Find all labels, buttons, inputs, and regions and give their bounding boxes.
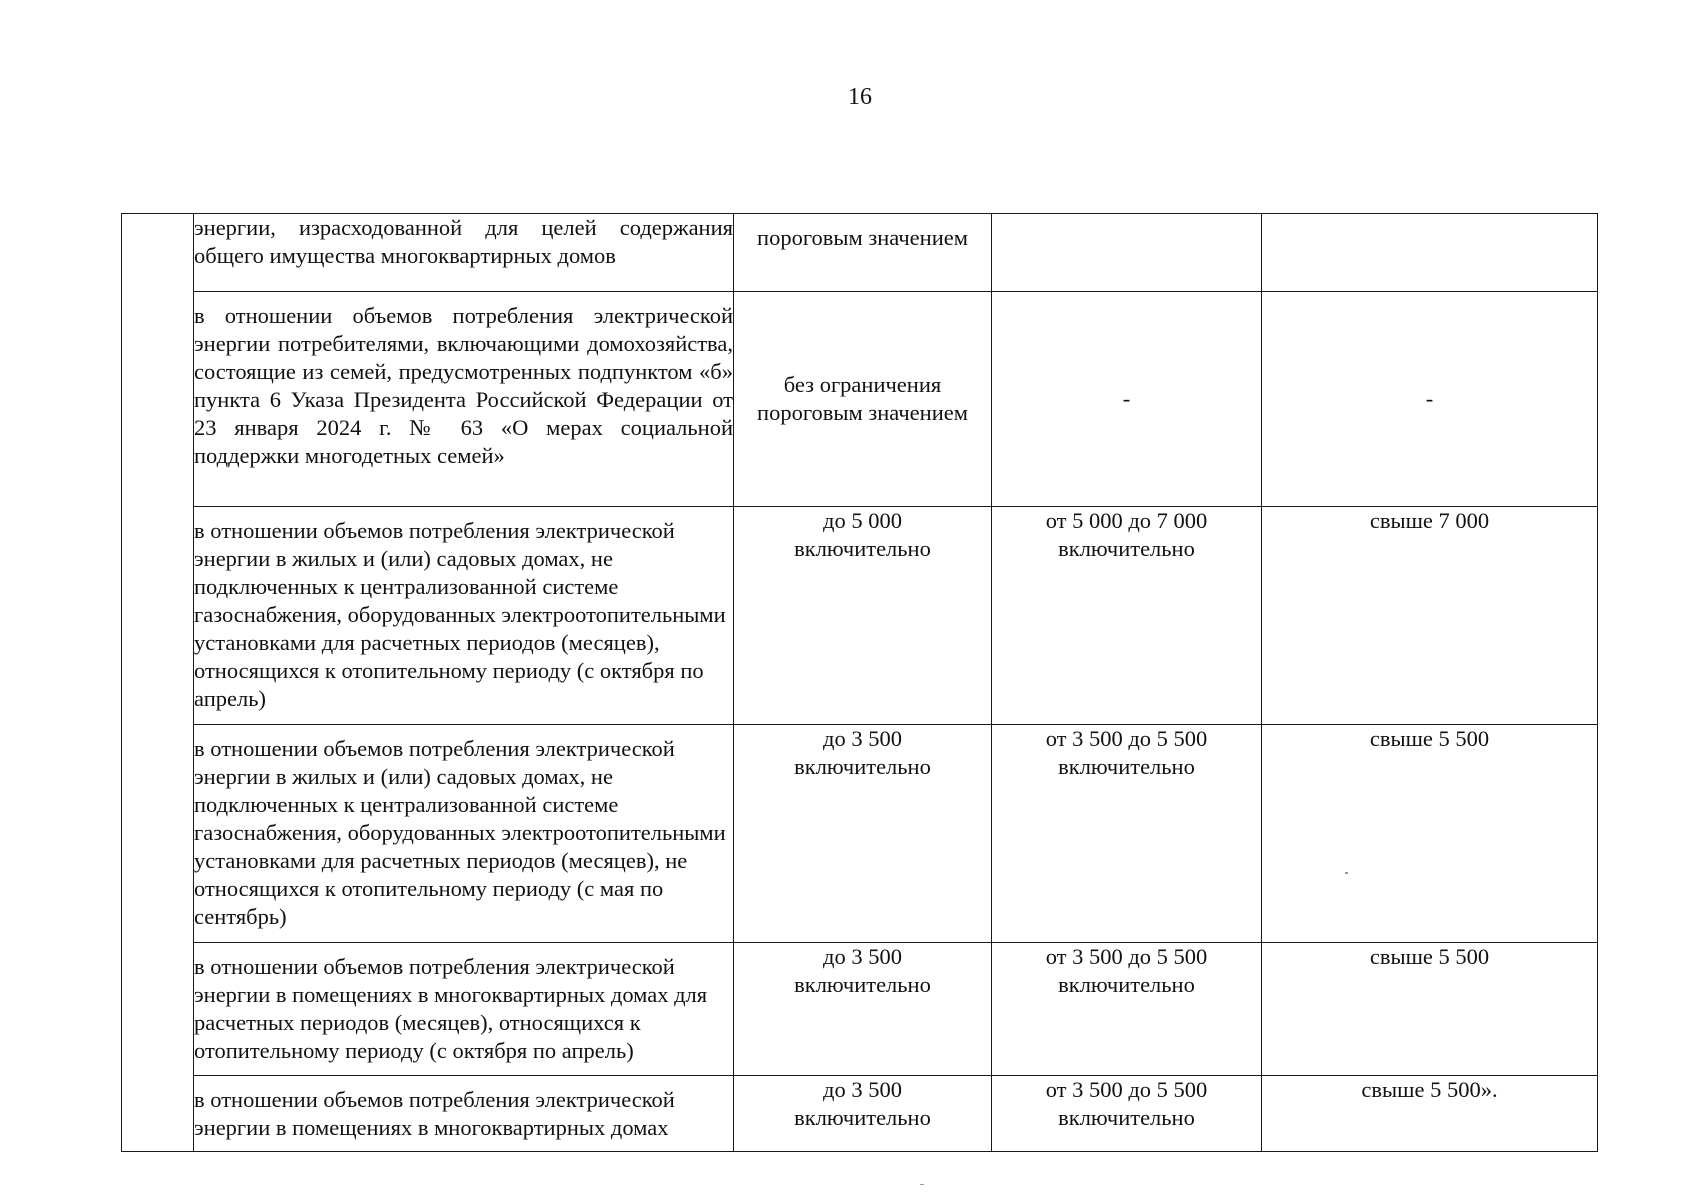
description-cell: в отношении объемов потребления электрической энергии в помещениях в многоквартирных домах [194,1076,734,1152]
threshold-cell [734,507,992,725]
threshold-text: без ограничения [783,372,942,397]
table-row [122,943,1598,1076]
range-text: от 3 500 до 5 500 [1045,726,1208,751]
above-text: свыше 5 500». [1361,1077,1498,1102]
above-text: - [1425,386,1434,411]
range-text: включительно [1058,536,1195,561]
threshold-text: включительно [794,754,931,779]
range-text: включительно [1058,972,1195,997]
threshold-cell [734,292,992,507]
table-row [122,214,1598,292]
threshold-text: до 3 500 [823,1077,902,1102]
scan-speck [1345,872,1348,874]
table-row [122,1076,1598,1152]
above-cell [1262,214,1598,292]
range-text: от 3 500 до 5 500 [1045,944,1208,969]
threshold-cell [734,943,992,1076]
above-text: свыше 5 500 [1369,726,1490,751]
threshold-text: пороговым значением [757,225,968,250]
above-cell [1262,725,1598,943]
above-cell [1262,1076,1598,1152]
range-cell [992,292,1262,507]
range-text: - [1122,386,1131,411]
page-number: 16 [848,84,872,110]
threshold-text: пороговым значением [757,400,968,425]
above-cell [1262,507,1598,725]
threshold-text: до 3 500 [823,726,902,751]
range-cell [992,943,1262,1076]
table-row [122,725,1598,943]
range-text: от 5 000 до 7 000 [1045,508,1208,533]
range-cell [992,507,1262,725]
table-row [122,292,1598,507]
range-text: включительно [1058,754,1195,779]
range-cell [992,725,1262,943]
threshold-cell [734,725,992,943]
description-cell: энергии, израсходованной для целей содержания общего имущества многоквартирных домов [194,214,734,292]
threshold-text: включительно [794,972,931,997]
threshold-text: до 5 000 [823,508,902,533]
above-cell [1262,943,1598,1076]
row-number-cell [122,214,194,1152]
table-row [122,507,1598,725]
scan-speck [920,1184,924,1185]
range-text: от 3 500 до 5 500 [1045,1077,1208,1102]
threshold-text: включительно [794,536,931,561]
description-cell: в отношении объемов потребления электрической энергии в помещениях в многоквартирных домах для расчетных периодов (месяцев), относящихся к отопительному периоду (с октября по апрель) [194,943,734,1076]
description-cell: в отношении объемов потребления электрической энергии потребителями, включающими домохозяйства, состоящие из семей, предусмотренных подпунктом «б» пункта 6 Указа Президента Российской Федерации от 23 января 2024 г. № 63 «О мерах социальной поддержки многодетных семей» [194,292,734,507]
range-cell [992,214,1262,292]
tariff-table [121,213,1598,1152]
range-text: включительно [1058,1105,1195,1130]
description-cell: в отношении объемов потребления электрической энергии в жилых и (или) садовых домах, не подключенных к централизованной системе газоснабжения, оборудованных электроотопительными установками для расчетных периодов (месяцев), не относящихся к отопительному периоду (с мая по сентябрь) [194,725,734,943]
description-cell: в отношении объемов потребления электрической энергии в жилых и (или) садовых домах, не подключенных к централизованной системе газоснабжения, оборудованных электроотопительными установками для расчетных периодов (месяцев), относящихся к отопительному периоду (с октября по апрель) [194,507,734,725]
above-text: свыше 5 500 [1369,944,1490,969]
threshold-cell [734,214,992,292]
above-text: свыше 7 000 [1369,508,1490,533]
threshold-text: включительно [794,1105,931,1130]
above-cell [1262,292,1598,507]
threshold-text: до 3 500 [823,944,902,969]
range-cell [992,1076,1262,1152]
threshold-cell [734,1076,992,1152]
